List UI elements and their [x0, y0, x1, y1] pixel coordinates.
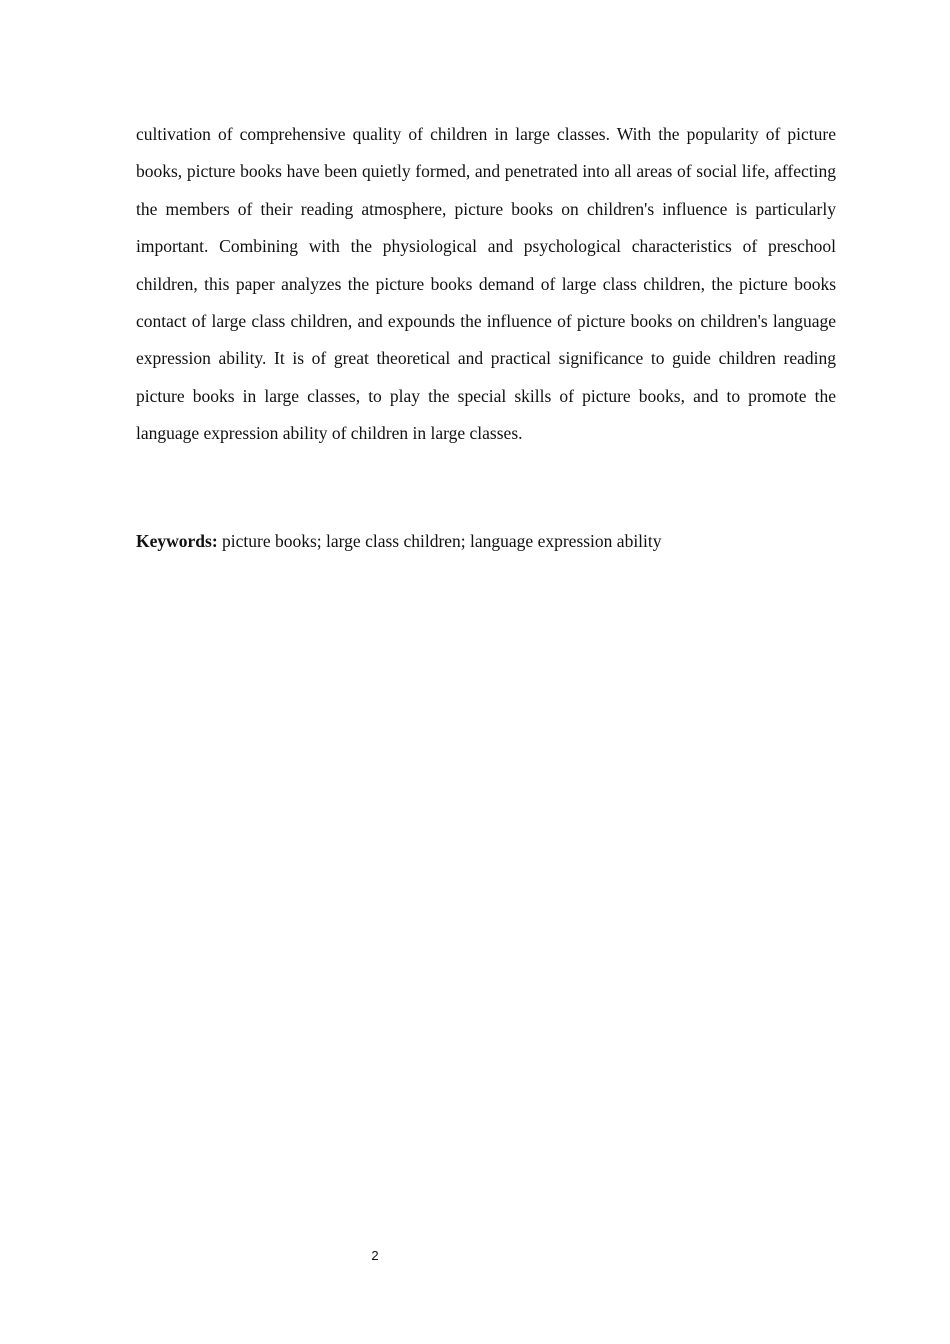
keywords-line — [136, 524, 836, 558]
keywords-label: Keywords: — [136, 531, 218, 551]
abstract-paragraph: cultivation of comprehensive quality of children in large classes. With the popularity of picture books, picture books have been quietly formed, and penetrated into all areas of social life, affecting the members of their reading atmosphere, picture books on children's influence is particularly important. Combining with the physiological and psychological characteristics of preschool children, this paper analyzes the picture books demand of large class children, the picture books contact of large class children, and expounds the influence of picture books on children's language expression ability. It is of great theoretical and practical significance to guide children reading picture books in large classes, to play the special skills of picture books, and to promote the language expression ability of children in large classes. — [136, 124, 836, 444]
page-number: 2 — [371, 1248, 379, 1263]
keywords-value: picture books; large class children; language expression ability — [222, 531, 662, 551]
